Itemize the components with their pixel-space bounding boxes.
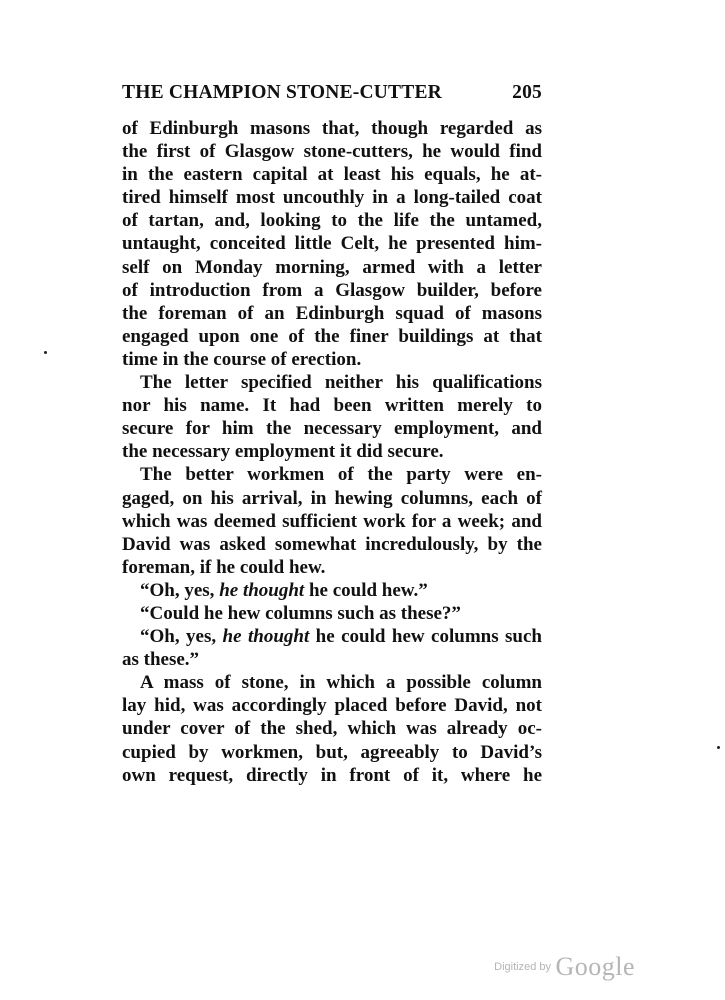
text-segment: engaged upon one of the finer buildings at that xyxy=(122,325,542,347)
italic-emphasis: he thought xyxy=(222,626,310,648)
text-segment: of Edinburgh masons that, though regarded as xyxy=(122,118,542,139)
text-segment: tired himself most uncouthly in a long-tailed coat xyxy=(122,187,542,209)
text-segment: under cover of the shed, which was already oc- xyxy=(122,718,542,740)
text-line xyxy=(122,487,542,510)
watermark-prefix: Digitized by xyxy=(494,961,551,973)
text-segment: David was asked somewhat incredulously, by the xyxy=(122,533,542,555)
text-segment: in the eastern capital at least his equals, he at- xyxy=(122,164,542,186)
body-text xyxy=(122,117,542,787)
text-segment: the foreman of an Edinburgh squad of masons xyxy=(122,302,542,324)
text-segment: The better workmen of the party were en- xyxy=(140,464,542,486)
speck-mark xyxy=(717,746,720,749)
text-line xyxy=(122,648,542,671)
text-line xyxy=(122,348,542,371)
text-line xyxy=(122,556,542,579)
text-line xyxy=(122,533,542,556)
text-line xyxy=(122,764,542,787)
text-segment: secure for him the necessary employment, and xyxy=(122,418,542,440)
text-line xyxy=(122,232,542,255)
text-line xyxy=(122,186,542,209)
text-line xyxy=(122,694,542,717)
text-line xyxy=(122,717,542,740)
text-segment: “Could he hew columns such as these?” xyxy=(140,602,461,624)
text-line xyxy=(122,579,542,602)
text-line xyxy=(122,209,542,232)
text-line xyxy=(122,671,542,694)
text-line xyxy=(122,163,542,186)
text-segment: own request, directly in front of it, where he xyxy=(122,764,542,786)
text-segment: foreman, if he could hew. xyxy=(122,556,326,578)
text-segment: “Oh, yes, xyxy=(140,579,220,601)
text-line xyxy=(122,602,542,625)
text-segment: he could hew columns such xyxy=(309,626,542,648)
text-segment: of introduction from a Glasgow builder, before xyxy=(122,279,542,301)
text-line xyxy=(122,394,542,417)
text-segment: self on Monday morning, armed with a letter xyxy=(122,256,542,278)
text-segment: A mass of stone, in which a possible column xyxy=(140,672,542,694)
text-segment: “Oh, yes, xyxy=(140,626,223,648)
text-line xyxy=(122,741,542,764)
text-line xyxy=(122,325,542,348)
italic-emphasis: he thought xyxy=(219,579,305,601)
running-title: THE CHAMPION STONE-CUTTER xyxy=(122,82,442,103)
text-line xyxy=(122,510,542,533)
text-line xyxy=(122,117,542,140)
text-segment: of tartan, and, looking to the life the untamed, xyxy=(122,210,542,232)
text-segment: nor his name. It had been written merely to xyxy=(122,395,542,417)
text-line xyxy=(122,256,542,279)
text-line xyxy=(122,625,542,648)
text-segment: the necessary employment it did secure. xyxy=(122,441,444,463)
text-segment: untaught, conceited little Celt, he presented him- xyxy=(122,233,542,255)
text-segment: time in the course of erection. xyxy=(122,348,362,370)
text-segment: the first of Glasgow stone-cutters, he would find xyxy=(122,141,542,163)
text-segment: as these.” xyxy=(122,649,200,671)
text-line xyxy=(122,417,542,440)
text-segment: cupied by workmen, but, agreeably to David’s xyxy=(122,741,542,763)
page-number: 205 xyxy=(512,82,542,103)
text-line xyxy=(122,279,542,302)
text-line xyxy=(122,371,542,394)
text-segment: which was deemed sufficient work for a week; and xyxy=(122,510,542,532)
text-line xyxy=(122,302,542,325)
watermark-brand: Google xyxy=(555,952,635,981)
speck-mark xyxy=(44,351,47,354)
text-segment: lay hid, was accordingly placed before David, not xyxy=(122,695,542,717)
digitization-watermark xyxy=(494,952,635,982)
text-line xyxy=(122,440,542,463)
text-line xyxy=(122,140,542,163)
text-line xyxy=(122,463,542,486)
text-segment: gaged, on his arrival, in hewing columns, each of xyxy=(122,487,542,509)
text-segment: The letter specified neither his qualifications xyxy=(140,372,542,394)
text-segment: he could hew.” xyxy=(304,579,428,601)
